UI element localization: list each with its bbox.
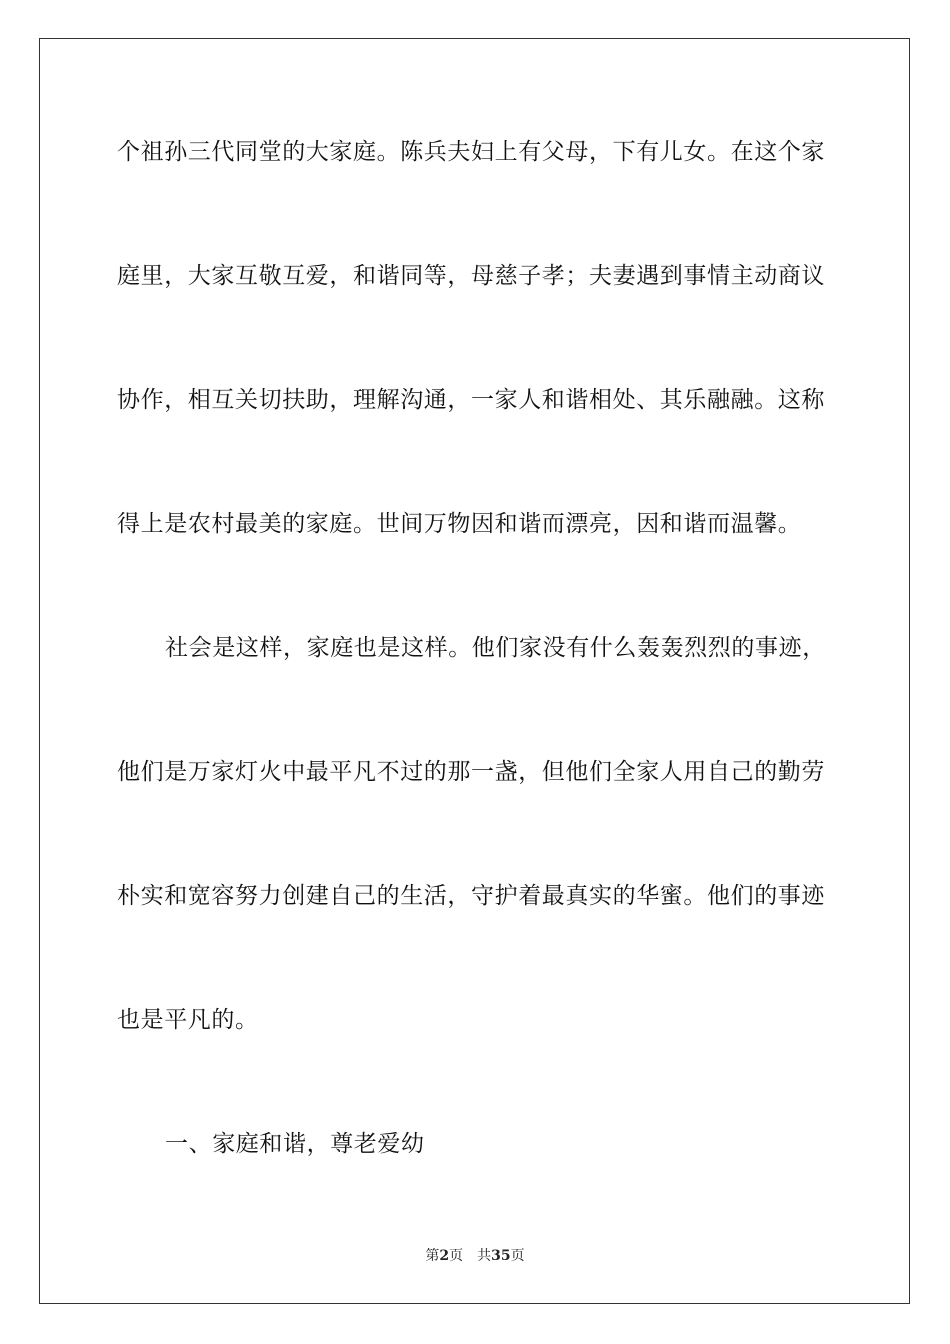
footer-total-pages: 35 xyxy=(491,1248,511,1264)
paragraph-line-8: 也是平凡的。 xyxy=(117,1007,259,1033)
paragraph-line-3: 协作，相互关切扶助，理解沟通，一家人和谐相处、其乐融融。这称 xyxy=(117,387,825,413)
paragraph-line-6: 他们是万家灯火中最平凡不过的那一盏，但他们全家人用自己的勤劳 xyxy=(117,759,825,785)
footer-page-suffix: 页 xyxy=(449,1248,464,1264)
paragraph-line-2: 庭里，大家互敬互爱，和谐同等，母慈子孝；夫妻遇到事情主动商议 xyxy=(117,263,825,289)
footer-total-prefix: 共 xyxy=(477,1248,492,1264)
section-heading: 一、家庭和谐，尊老爱幼 xyxy=(165,1131,425,1157)
paragraph-line-1: 个祖孙三代同堂的大家庭。陈兵夫妇上有父母，下有儿女。在这个家 xyxy=(117,139,825,165)
footer-page-prefix: 第 xyxy=(425,1248,440,1264)
page-border xyxy=(39,38,910,1304)
footer-page-number: 2 xyxy=(439,1248,450,1264)
paragraph-line-7: 朴实和宽容努力创建自己的生活，守护着最真实的华蜜。他们的事迹 xyxy=(117,883,825,909)
footer-total-suffix: 页 xyxy=(510,1248,525,1264)
page-footer xyxy=(0,1247,950,1265)
paragraph-line-5: 社会是这样，家庭也是这样。他们家没有什么轰轰烈烈的事迹， xyxy=(165,635,826,661)
paragraph-line-4: 得上是农村最美的家庭。世间万物因和谐而漂亮，因和谐而温馨。 xyxy=(117,511,802,537)
